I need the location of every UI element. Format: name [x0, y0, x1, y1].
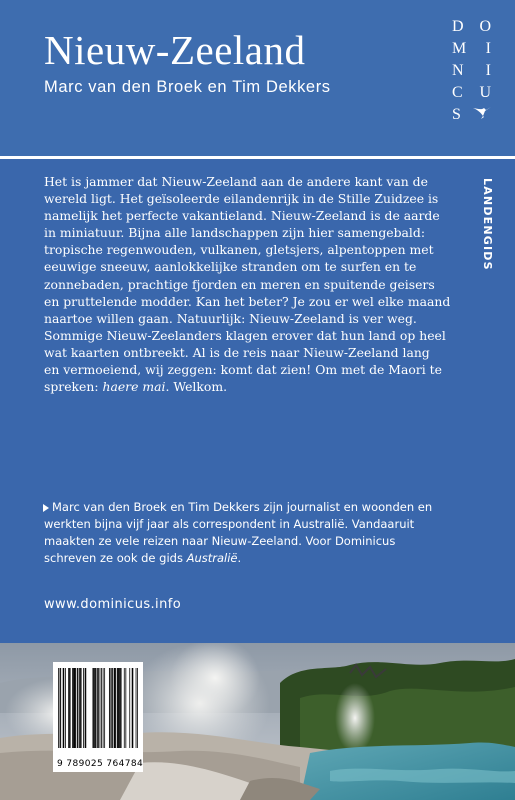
bio-line: Marc van den Broek en Tim Dekkers zijn journalist en woonden en	[52, 500, 433, 514]
barcode-bar	[63, 668, 64, 748]
barcode-bar	[78, 668, 79, 748]
barcode-bar	[104, 668, 105, 748]
blurb-line-last	[44, 378, 454, 395]
blurb-line: Het is jammer dat Nieuw-Zeeland aan de andere kant van de	[44, 174, 428, 189]
blurb-line: naartoe willen gaan. Natuurlijk: Nieuw-Zeeland is ver weg.	[44, 310, 417, 326]
blurb-line: wat kaarten ontbreekt. Al is de reis naar Nieuw-Zeeland lang	[44, 344, 430, 360]
barcode-bar	[97, 668, 98, 748]
logo-letter: I	[485, 40, 492, 57]
barcode-bar	[95, 668, 96, 748]
barcode-bar	[111, 668, 112, 748]
logo-letter: U	[479, 84, 492, 101]
barcode-bar	[136, 668, 137, 748]
barcode-bar	[125, 668, 126, 748]
blurb-line: wereld ligt. Het geïsoleerde eilandenrijk in de Stille Zuidzee is	[44, 191, 439, 207]
barcode-bar	[109, 668, 110, 748]
barcode-bar	[124, 668, 125, 748]
barcode-bar	[93, 668, 94, 748]
publisher-logo	[452, 16, 502, 126]
swallow-bird-icon	[472, 104, 492, 120]
barcode-bar	[93, 668, 94, 748]
barcode-bar	[137, 668, 138, 748]
blurb-text-prefix: spreken:	[44, 379, 103, 395]
blurb-text-suffix: . Welkom.	[165, 379, 228, 395]
barcode-bar	[114, 668, 115, 748]
barcode-bar	[68, 668, 69, 748]
logo-row	[452, 82, 492, 104]
bio-line: maakten ze vele reizen naar Nieuw-Zeeland. Voor Dominicus	[44, 534, 396, 549]
barcode-bar	[110, 668, 111, 748]
barcode-bar	[58, 668, 59, 748]
blurb-line: en pruttelende modder. Kan het beter? Je zou er wel elke maand	[44, 293, 451, 309]
blurb-line: Sommige Nieuw-Zeelanders klagen erover dat hun land op heel	[44, 327, 446, 343]
barcode-bar	[83, 668, 84, 748]
logo-letter: S	[452, 106, 462, 123]
logo-row	[452, 38, 492, 60]
blurb-line: in miniatuur. Bijna alle landschappen zijn hier samengebald:	[44, 225, 425, 241]
barcode-bar	[118, 668, 119, 748]
barcode-bar	[129, 668, 130, 748]
barcode-bar	[120, 668, 121, 748]
bio-book-title: Australië	[186, 551, 238, 566]
barcode-bar	[85, 668, 86, 748]
blurb-line: en vermoeiend, wij zeggen: komt dat zien! Om met de Maori te	[44, 362, 442, 378]
logo-row	[452, 104, 492, 126]
logo-row	[452, 60, 492, 82]
barcode-bar	[114, 668, 115, 748]
barcode-bar	[74, 668, 75, 748]
barcode-bars	[53, 662, 143, 752]
barcode-bar	[117, 668, 118, 748]
barcode-bar	[96, 668, 97, 748]
logo-letter: C	[452, 84, 464, 101]
barcode-bar	[103, 668, 104, 748]
barcode-bar	[77, 668, 78, 748]
bio-line-suffix: .	[237, 551, 242, 566]
logo-letter: O	[479, 18, 492, 35]
bio-line: werkten bijna vijf jaar als correspondent in Australië. Vandaaruit	[44, 517, 415, 532]
barcode-bar	[70, 668, 71, 748]
series-label: LANDENGIDS	[481, 178, 494, 271]
barcode-bar	[81, 668, 82, 748]
barcode-bar	[98, 668, 99, 748]
blurb-line: namelijk het perfecte vakantieland. Nieuw-Zeeland is de aarde	[44, 208, 440, 224]
blurb-line: zonnebaden, prachtige fjorden en meren en spuitende geisers	[44, 276, 435, 292]
barcode-bar	[75, 668, 76, 748]
barcode-bar	[121, 668, 122, 748]
barcode-bar	[69, 668, 70, 748]
logo-letter: I	[485, 62, 492, 79]
barcode-bar	[100, 668, 101, 748]
logo-letter: M	[452, 40, 468, 57]
bio-line	[44, 550, 484, 567]
barcode-bar	[60, 668, 61, 748]
logo-letter: N	[452, 62, 465, 79]
isbn-number: 9 789025 764784	[57, 759, 144, 769]
blurb-line: tropische regenwouden, vulkanen, gletsjers, alpentoppen met	[44, 242, 434, 258]
barcode-bar	[118, 668, 119, 748]
barcode-bar	[79, 668, 80, 748]
barcode-bar	[112, 668, 113, 748]
barcode-bar	[133, 668, 134, 748]
barcode-bar	[65, 668, 66, 748]
barcode-bar	[132, 668, 133, 748]
blurb-line: eeuwige sneeuw, aanlokkelijke stranden om te surfen en te	[44, 259, 417, 275]
logo-row	[452, 16, 492, 38]
logo-letter: D	[452, 18, 465, 35]
barcode-bar	[119, 668, 120, 748]
barcode-bar	[85, 668, 86, 748]
blurb-maori-phrase: haere mai	[102, 379, 166, 395]
barcode-bar	[63, 668, 64, 748]
barcode-bar	[60, 668, 61, 748]
blurb-text	[44, 173, 454, 395]
barcode-bar	[74, 668, 75, 748]
barcode-bar	[80, 668, 81, 748]
bullet-arrow-icon	[43, 504, 49, 512]
header-divider	[0, 156, 515, 159]
barcode-bar	[72, 668, 73, 748]
barcode-bar	[101, 668, 102, 748]
barcode-bar	[73, 668, 74, 748]
book-title: Nieuw-Zeeland	[44, 27, 306, 73]
book-authors: Marc van den Broek en Tim Dekkers	[44, 78, 331, 96]
bio-line-prefix: schreven ze ook de gids	[44, 551, 187, 566]
barcode-bar	[115, 668, 116, 748]
publisher-url: www.dominicus.info	[44, 597, 182, 612]
barcode-bar	[94, 668, 95, 748]
isbn-barcode	[53, 662, 143, 772]
author-bio	[44, 499, 484, 567]
